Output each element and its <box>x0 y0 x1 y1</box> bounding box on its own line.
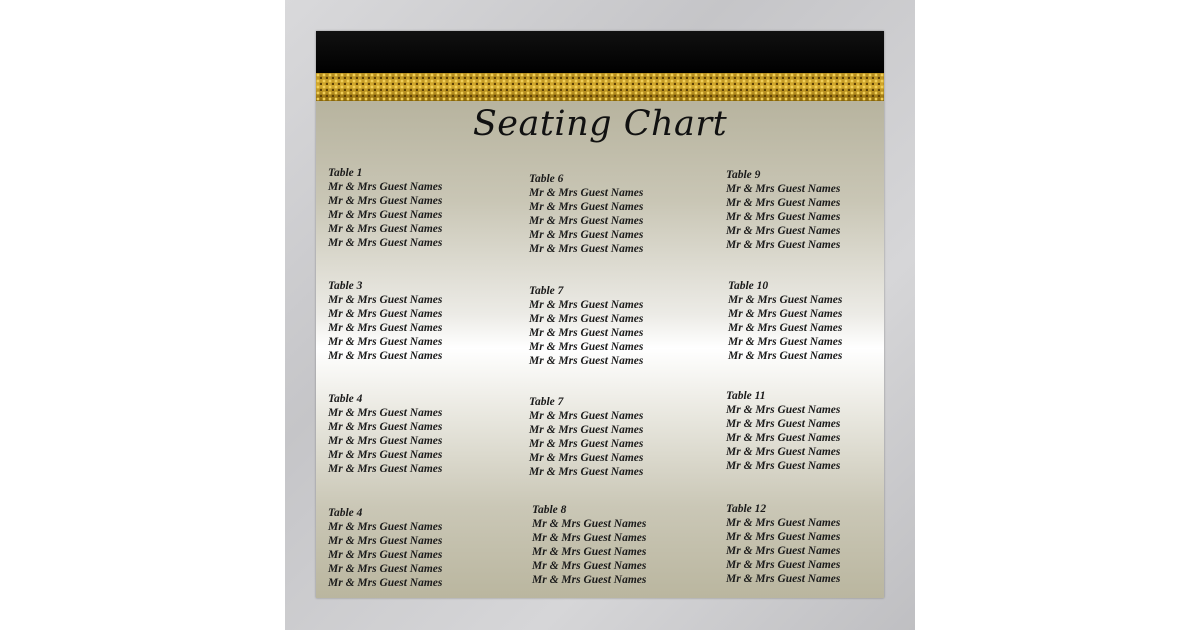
seating-chart-poster <box>316 31 884 598</box>
poster-title: Seating Chart <box>472 104 728 144</box>
guest-name: Mr & Mrs Guest Names <box>728 322 843 334</box>
guest-name: Mr & Mrs Guest Names <box>328 521 443 533</box>
guest-name: Mr & Mrs Guest Names <box>328 563 443 575</box>
guest-name: Mr & Mrs Guest Names <box>328 195 443 207</box>
guest-name: Mr & Mrs Guest Names <box>726 239 841 251</box>
table-block <box>529 284 699 368</box>
guest-name: Mr & Mrs Guest Names <box>529 215 644 227</box>
guest-name: Mr & Mrs Guest Names <box>529 341 644 353</box>
guest-name: Mr & Mrs Guest Names <box>529 327 644 339</box>
guest-name: Mr & Mrs Guest Names <box>726 404 841 416</box>
guest-name: Mr & Mrs Guest Names <box>726 183 841 195</box>
guest-name: Mr & Mrs Guest Names <box>726 211 841 223</box>
guest-name: Mr & Mrs Guest Names <box>328 308 443 320</box>
guest-name: Mr & Mrs Guest Names <box>328 336 443 348</box>
guest-name: Mr & Mrs Guest Names <box>529 424 644 436</box>
guest-name: Mr & Mrs Guest Names <box>532 574 647 586</box>
guest-name: Mr & Mrs Guest Names <box>328 237 443 249</box>
table-block <box>328 279 498 363</box>
guest-name: Mr & Mrs Guest Names <box>726 418 841 430</box>
guest-name: Mr & Mrs Guest Names <box>728 308 843 320</box>
guest-name: Mr & Mrs Guest Names <box>529 187 644 199</box>
guest-name: Mr & Mrs Guest Names <box>532 560 647 572</box>
guest-name: Mr & Mrs Guest Names <box>328 577 443 589</box>
guest-name: Mr & Mrs Guest Names <box>328 421 443 433</box>
guest-name: Mr & Mrs Guest Names <box>726 531 841 543</box>
guest-name: Mr & Mrs Guest Names <box>529 313 644 325</box>
table-block <box>532 503 702 587</box>
guest-name: Mr & Mrs Guest Names <box>728 294 843 306</box>
guest-name: Mr & Mrs Guest Names <box>328 350 443 362</box>
table-block <box>328 166 498 250</box>
guest-name: Mr & Mrs Guest Names <box>726 573 841 585</box>
guest-name: Mr & Mrs Guest Names <box>726 446 841 458</box>
table-block <box>726 502 884 586</box>
table-label: Table 1 <box>328 167 363 179</box>
guest-name: Mr & Mrs Guest Names <box>328 181 443 193</box>
guest-name: Mr & Mrs Guest Names <box>728 336 843 348</box>
guest-name: Mr & Mrs Guest Names <box>726 225 841 237</box>
guest-name: Mr & Mrs Guest Names <box>529 229 644 241</box>
guest-name: Mr & Mrs Guest Names <box>726 517 841 529</box>
header-black-band <box>316 31 884 73</box>
guest-name: Mr & Mrs Guest Names <box>328 322 443 334</box>
guest-name: Mr & Mrs Guest Names <box>532 532 647 544</box>
table-label: Table 9 <box>726 169 761 181</box>
guest-name: Mr & Mrs Guest Names <box>529 299 644 311</box>
table-label: Table 7 <box>529 285 564 297</box>
table-block <box>328 506 498 590</box>
table-label: Table 7 <box>529 396 564 408</box>
guest-name: Mr & Mrs Guest Names <box>529 201 644 213</box>
table-block <box>529 395 699 479</box>
guest-name: Mr & Mrs Guest Names <box>328 549 443 561</box>
guest-name: Mr & Mrs Guest Names <box>328 535 443 547</box>
guest-name: Mr & Mrs Guest Names <box>328 223 443 235</box>
guest-name: Mr & Mrs Guest Names <box>726 432 841 444</box>
guest-name: Mr & Mrs Guest Names <box>529 410 644 422</box>
guest-name: Mr & Mrs Guest Names <box>328 407 443 419</box>
guest-name: Mr & Mrs Guest Names <box>726 197 841 209</box>
guest-name: Mr & Mrs Guest Names <box>529 452 644 464</box>
table-label: Table 8 <box>532 504 567 516</box>
table-block <box>726 389 884 473</box>
table-block <box>328 392 498 476</box>
guest-name: Mr & Mrs Guest Names <box>529 466 644 478</box>
guest-name: Mr & Mrs Guest Names <box>328 294 443 306</box>
table-label: Table 4 <box>328 507 363 519</box>
guest-name: Mr & Mrs Guest Names <box>529 355 644 367</box>
guest-name: Mr & Mrs Guest Names <box>328 463 443 475</box>
table-block <box>529 172 699 256</box>
guest-name: Mr & Mrs Guest Names <box>726 545 841 557</box>
guest-name: Mr & Mrs Guest Names <box>529 438 644 450</box>
table-label: Table 4 <box>328 393 363 405</box>
guest-name: Mr & Mrs Guest Names <box>328 435 443 447</box>
table-label: Table 10 <box>728 280 769 292</box>
guest-name: Mr & Mrs Guest Names <box>726 460 841 472</box>
guest-name: Mr & Mrs Guest Names <box>328 449 443 461</box>
table-label: Table 3 <box>328 280 363 292</box>
table-label: Table 6 <box>529 173 564 185</box>
table-label: Table 12 <box>726 503 767 515</box>
table-block <box>728 279 884 363</box>
guest-name: Mr & Mrs Guest Names <box>532 546 647 558</box>
guest-name: Mr & Mrs Guest Names <box>328 209 443 221</box>
header-gold-band <box>316 73 884 101</box>
guest-name: Mr & Mrs Guest Names <box>728 350 843 362</box>
guest-name: Mr & Mrs Guest Names <box>529 243 644 255</box>
guest-name: Mr & Mrs Guest Names <box>726 559 841 571</box>
table-label: Table 11 <box>726 390 766 402</box>
guest-name: Mr & Mrs Guest Names <box>532 518 647 530</box>
table-block <box>726 168 884 252</box>
